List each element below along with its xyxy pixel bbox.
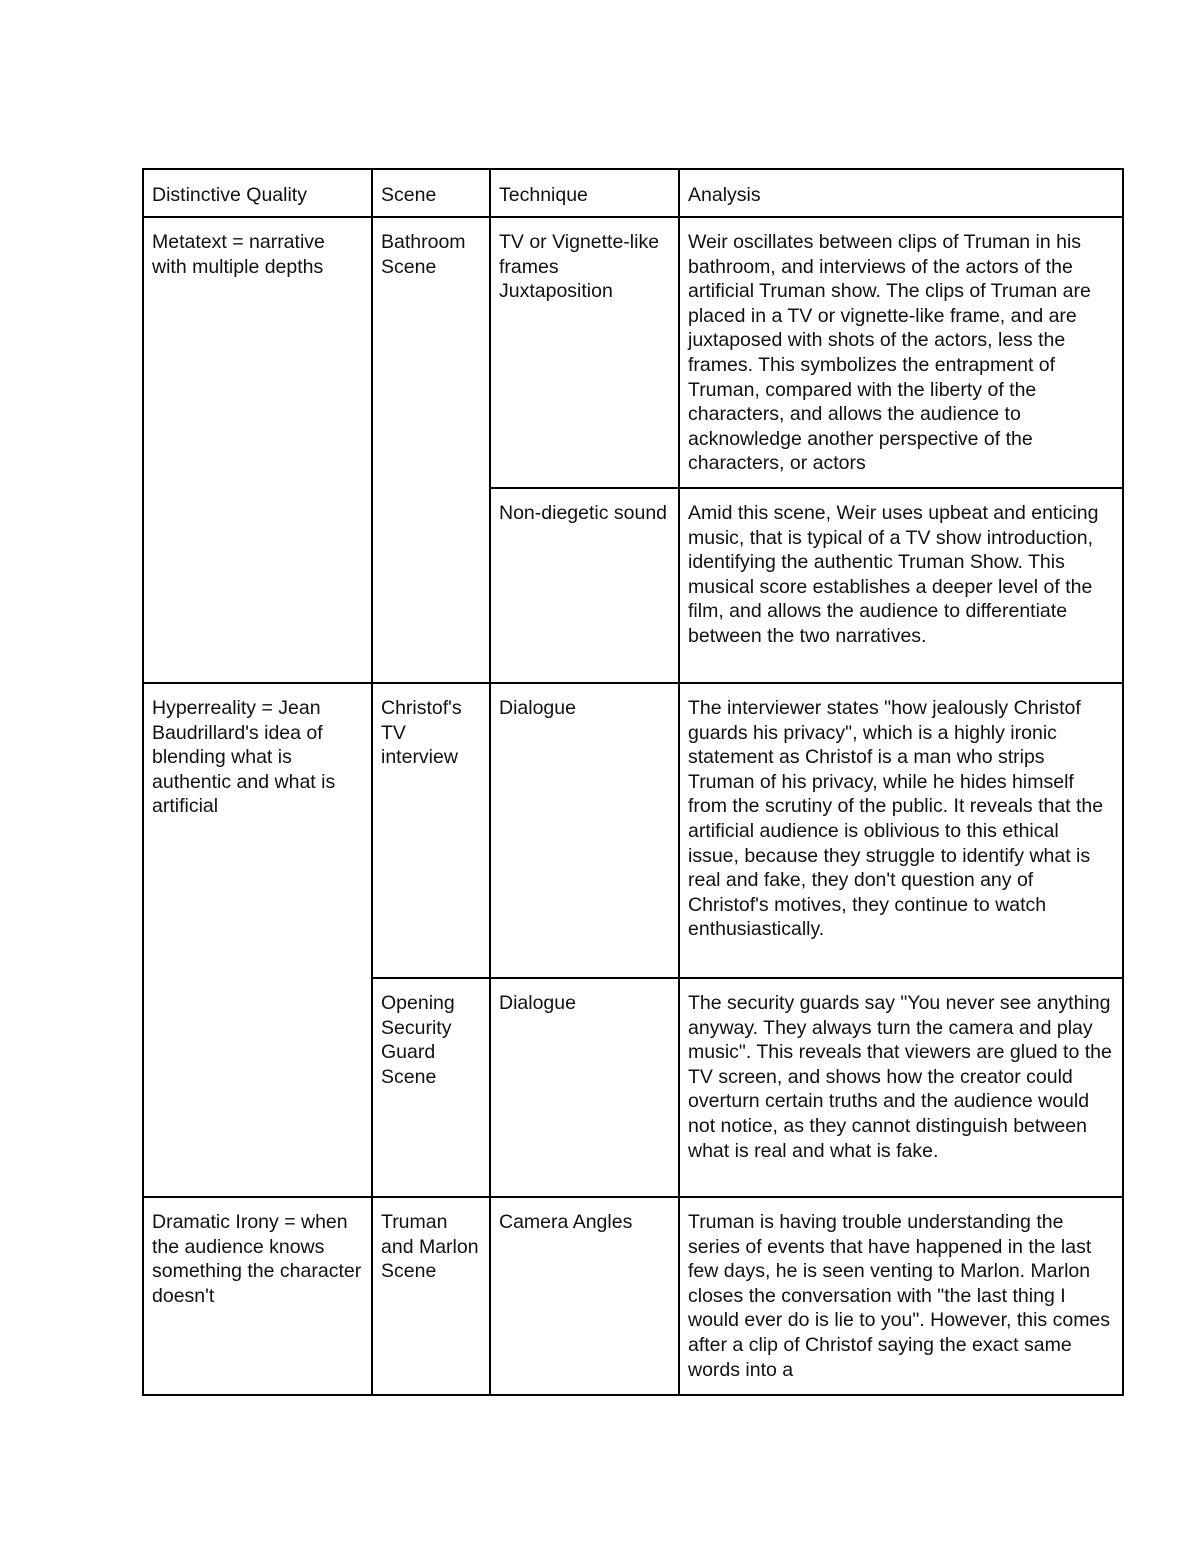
analysis-cell: Weir oscillates between clips of Truman in his bathroom, and interviews of the actors of the artificial Truman show. The clips of Truman are placed in a TV or vignette-like frame, and are juxtaposed with shots of the actors, less the frames. This symbolizes the entrapment of Truman, compared with the liberty of the characters, and allows the audience to acknowledge another perspective of the characters, or actors [679, 217, 1123, 488]
table-row [143, 217, 1123, 488]
header-analysis: Analysis [679, 169, 1123, 217]
analysis-cell: Truman is having trouble understanding the series of events that have happened in the last few days, he is seen venting to Marlon. Marlon closes the conversation with "the last thing I would ever do is lie to you". However, this comes after a clip of Christof saying the exact same words into a [679, 1197, 1123, 1395]
scene-cell: Truman and Marlon Scene [372, 1197, 490, 1395]
technique-cell: Dialogue [490, 978, 679, 1197]
scene-cell: Bathroom Scene [372, 217, 490, 683]
analysis-cell: The security guards say "You never see anything anyway. They always turn the camera and play music". This reveals that viewers are glued to the TV screen, and shows how the creator could overturn certain truths and the audience would not notice, as they cannot distinguish between what is real and what is fake. [679, 978, 1123, 1197]
analysis-cell: The interviewer states "how jealously Christof guards his privacy", which is a highly ironic statement as Christof is a man who strips Truman of his privacy, while he hides himself from the scrutiny of the public. It reveals that the artificial audience is oblivious to this ethical issue, because they struggle to identify what is real and fake, they don't question any of Christof's motives, they continue to watch enthusiastically. [679, 683, 1123, 978]
quality-cell: Hyperreality = Jean Baudrillard's idea of blending what is authentic and what is artificial [143, 683, 372, 1197]
technique-cell: Non-diegetic sound [490, 488, 679, 683]
header-technique: Technique [490, 169, 679, 217]
analysis-cell: Amid this scene, Weir uses upbeat and enticing music, that is typical of a TV show introduction, identifying the authentic Truman Show. This musical score establishes a deeper level of the film, and allows the audience to differentiate between the two narratives. [679, 488, 1123, 683]
table-row [143, 683, 1123, 978]
table-row [143, 1197, 1123, 1395]
quality-cell: Metatext = narrative with multiple depths [143, 217, 372, 683]
analysis-table [142, 168, 1124, 1396]
technique-cell: Camera Angles [490, 1197, 679, 1395]
scene-cell: Christof's TV interview [372, 683, 490, 978]
technique-cell: Dialogue [490, 683, 679, 978]
technique-cell: TV or Vignette-like frames Juxtaposition [490, 217, 679, 488]
header-scene: Scene [372, 169, 490, 217]
header-distinctive-quality: Distinctive Quality [143, 169, 372, 217]
quality-cell: Dramatic Irony = when the audience knows something the character doesn't [143, 1197, 372, 1395]
table-header-row [143, 169, 1123, 217]
scene-cell: Opening Security Guard Scene [372, 978, 490, 1197]
